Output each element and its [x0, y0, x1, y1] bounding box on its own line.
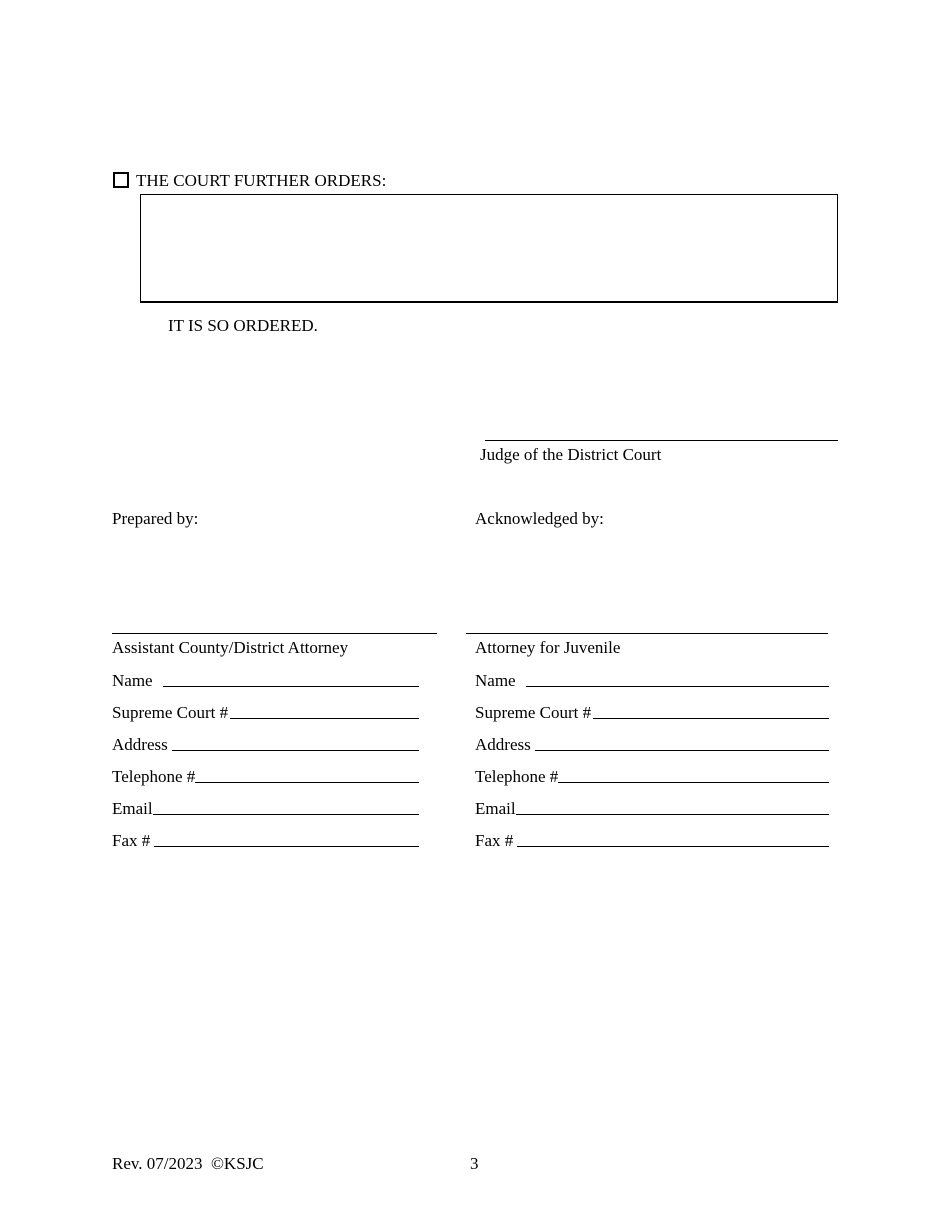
field-label: Supreme Court #: [475, 703, 592, 722]
further-orders-textbox[interactable]: [140, 194, 838, 303]
prosecutor-email-field[interactable]: [112, 797, 419, 817]
juvenile-attorney-telephone-field[interactable]: [475, 765, 829, 785]
field-label: Fax #: [112, 831, 151, 850]
prosecutor-fax-field[interactable]: [112, 829, 419, 849]
juvenile-attorney-fax-field[interactable]: [475, 829, 829, 849]
juvenile-attorney-signature-line[interactable]: [466, 633, 828, 634]
address-blank[interactable]: [172, 750, 419, 751]
prosecutor-name-field[interactable]: [112, 669, 419, 689]
judge-signature-line[interactable]: [485, 440, 838, 441]
so-ordered-text: IT IS SO ORDERED.: [168, 316, 318, 335]
footer-revision: Rev. 07/2023 ©KSJC: [112, 1154, 264, 1173]
field-label: Name: [475, 671, 516, 690]
prosecutor-supreme-court-field[interactable]: [112, 701, 419, 721]
email-blank[interactable]: [153, 814, 419, 815]
email-blank[interactable]: [516, 814, 829, 815]
fax-blank[interactable]: [517, 846, 829, 847]
field-label: Email: [475, 799, 516, 818]
juvenile-attorney-email-field[interactable]: [475, 797, 829, 817]
name-blank[interactable]: [526, 686, 829, 687]
juvenile-attorney-address-field[interactable]: [475, 733, 829, 753]
field-label: Email: [112, 799, 153, 818]
further-orders-heading: THE COURT FURTHER ORDERS:: [136, 171, 387, 190]
field-label: Fax #: [475, 831, 514, 850]
juvenile-attorney-title: Attorney for Juvenile: [475, 638, 621, 657]
further-orders-checkbox[interactable]: [113, 172, 129, 188]
prosecutor-address-field[interactable]: [112, 733, 419, 753]
field-label: Name: [112, 671, 153, 690]
juvenile-attorney-supreme-court-field[interactable]: [475, 701, 829, 721]
prosecutor-title: Assistant County/District Attorney: [112, 638, 349, 657]
acknowledged-by-heading: Acknowledged by:: [475, 509, 604, 528]
page-number: 3: [470, 1154, 479, 1173]
name-blank[interactable]: [163, 686, 419, 687]
telephone-blank[interactable]: [558, 782, 829, 783]
telephone-blank[interactable]: [195, 782, 419, 783]
field-label: Telephone #: [112, 767, 196, 786]
supreme-court-blank[interactable]: [593, 718, 829, 719]
field-label: Address: [475, 735, 531, 754]
prosecutor-signature-line[interactable]: [112, 633, 437, 634]
supreme-court-blank[interactable]: [230, 718, 419, 719]
juvenile-attorney-name-field[interactable]: [475, 669, 829, 689]
fax-blank[interactable]: [154, 846, 419, 847]
field-label: Supreme Court #: [112, 703, 229, 722]
judge-signature-label: Judge of the District Court: [480, 445, 662, 464]
prepared-by-heading: Prepared by:: [112, 509, 199, 528]
field-label: Address: [112, 735, 168, 754]
field-label: Telephone #: [475, 767, 559, 786]
address-blank[interactable]: [535, 750, 829, 751]
prosecutor-telephone-field[interactable]: [112, 765, 419, 785]
